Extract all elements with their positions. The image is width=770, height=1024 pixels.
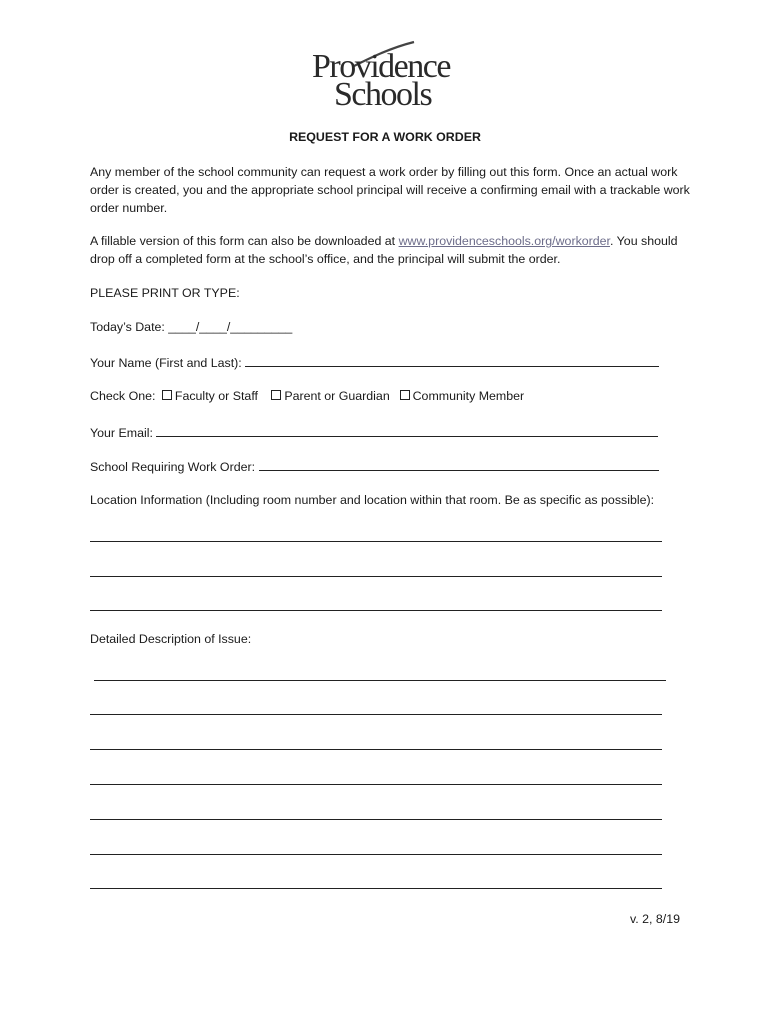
- logo-text-providence: Providence: [312, 48, 450, 85]
- check-one-label: Check One:: [90, 389, 156, 403]
- location-input-line[interactable]: [90, 541, 662, 542]
- parent-guardian-checkbox[interactable]: [271, 390, 281, 400]
- faculty-staff-option: Faculty or Staff: [174, 389, 258, 403]
- intro-paragraph: Any member of the school community can request a work order by filling out this form. Once an actual work order is created, you and the appropriate school principal will receive a confirming email with a trackable work order number.: [90, 165, 690, 215]
- description-input-line[interactable]: [90, 888, 662, 889]
- providence-schools-logo: [310, 40, 480, 118]
- name-field-label: Your Name (First and Last):: [90, 356, 242, 370]
- location-input-line[interactable]: [90, 610, 662, 611]
- description-input-line[interactable]: [94, 680, 666, 681]
- description-input-line[interactable]: [90, 714, 662, 715]
- location-field-label: Location Information (Including room number and location within that room. Be as specific as possible):: [90, 493, 655, 507]
- print-note: PLEASE PRINT OR TYPE:: [90, 286, 240, 300]
- description-input-line[interactable]: [90, 749, 662, 750]
- workorder-link[interactable]: www.providenceschools.org/workorder: [398, 234, 611, 248]
- check-one-row: [90, 389, 524, 403]
- email-field-label: Your Email:: [90, 426, 153, 440]
- fillable-text-before: A fillable version of this form can also be downloaded at: [90, 234, 399, 248]
- location-input-line[interactable]: [90, 576, 662, 577]
- school-input-line[interactable]: [259, 458, 659, 471]
- parent-guardian-option: Parent or Guardian: [284, 389, 390, 403]
- logo-text-schools: Schools: [334, 76, 432, 113]
- fillable-paragraph: [90, 232, 690, 268]
- school-field-label: School Requiring Work Order:: [90, 460, 256, 474]
- description-field-label: Detailed Description of Issue:: [90, 632, 252, 646]
- community-member-option: Community Member: [412, 389, 525, 403]
- description-input-line[interactable]: [90, 784, 662, 785]
- school-field-row: [90, 458, 659, 474]
- email-field-row: [90, 424, 658, 440]
- version-label: v. 2, 8/19: [629, 912, 680, 926]
- email-input-line[interactable]: [156, 424, 658, 437]
- community-member-checkbox[interactable]: [400, 390, 410, 400]
- description-input-line[interactable]: [90, 854, 662, 855]
- form-title: REQUEST FOR A WORK ORDER: [289, 130, 481, 144]
- faculty-staff-checkbox[interactable]: [162, 390, 172, 400]
- description-input-line[interactable]: [90, 819, 662, 820]
- name-field-row: [90, 354, 659, 370]
- fillable-text-after: . You should drop off a completed form at the school’s office, and the principal will submit the order.: [90, 234, 678, 266]
- date-field-label: Today’s Date: ____/____/_________: [90, 320, 293, 334]
- name-input-line[interactable]: [245, 354, 659, 367]
